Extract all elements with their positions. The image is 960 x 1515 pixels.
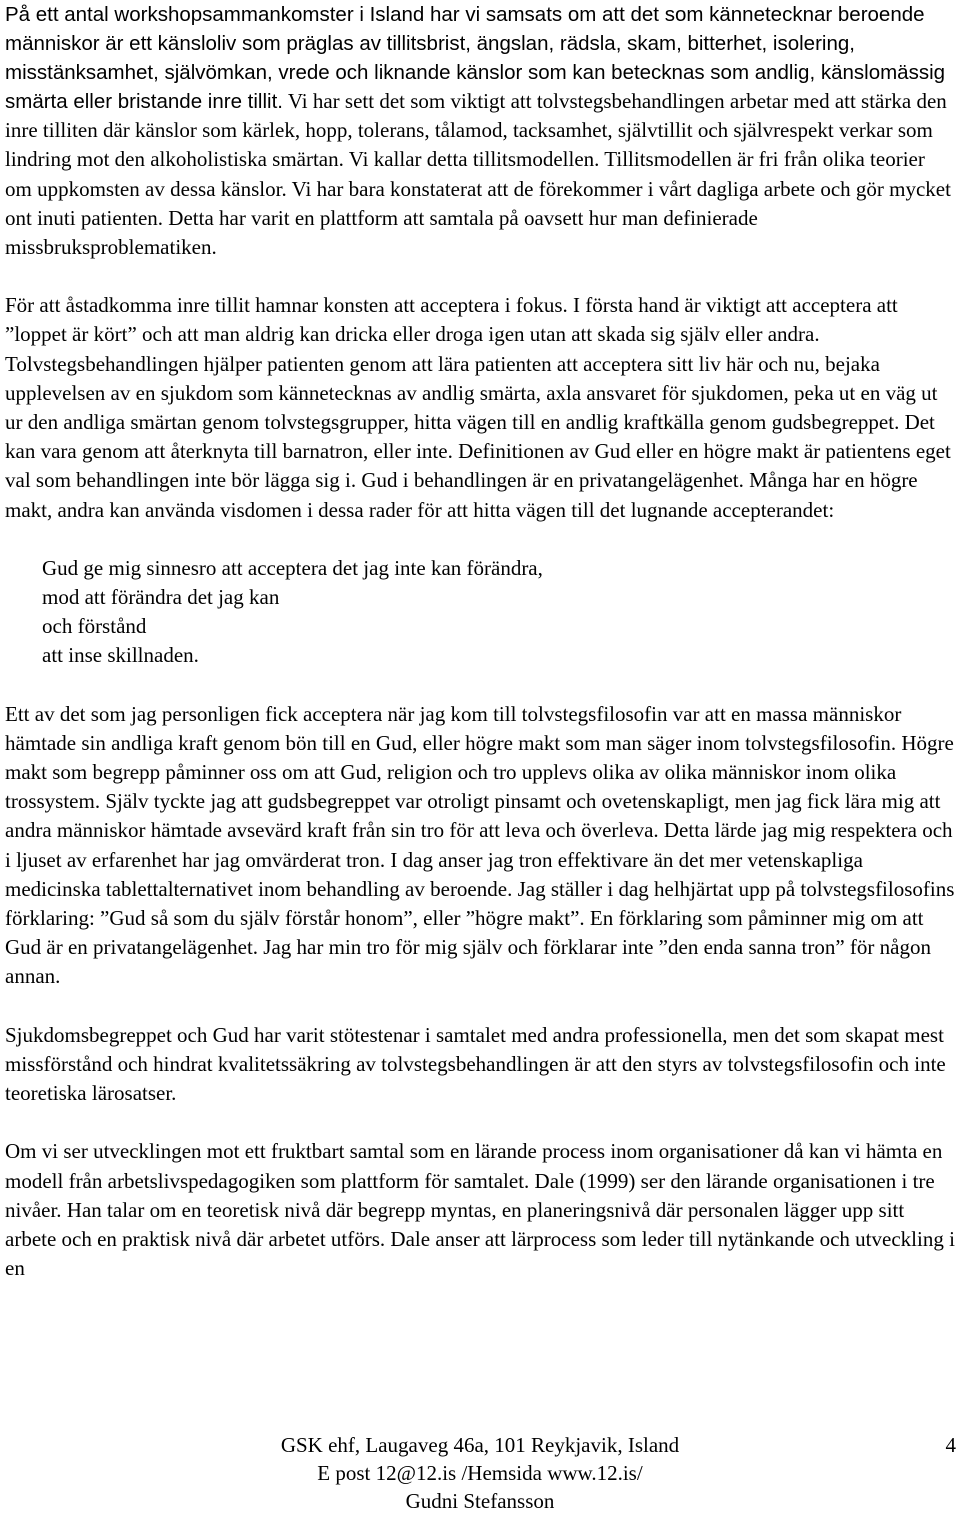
prayer-line: och förstånd bbox=[42, 614, 147, 639]
footer-author: Gudni Stefansson bbox=[405, 1489, 555, 1513]
prayer-block bbox=[5, 554, 955, 671]
paragraph-1-serif-text: Vi har sett det som viktigt att tolvstegsbehandlingen arbetar med att stärka den inre tilliten där känslor som kärlek, hopp, tolerans, tålamod, tacksamhet, självtillit och självrespekt verkar som lindring mot den alkoholistiska smärtan. Vi kallar detta tillitsmodellen. Tillitsmodellen är fri från olika teorier om uppkomsten av dessa känslor. Vi har bara konstaterat att de förekommer i vårt dagliga arbete och gör mycket ont inuti patienten. Detta har varit en plattform att samtala på oavsett hur man definierade missbruksproblematiken. bbox=[5, 89, 951, 260]
paragraph-2: För att åstadkomma inre tillit hamnar konsten att acceptera i fokus. I första hand är viktigt att acceptera att ”loppet är kört” och att man aldrig kan dricka eller droga igen utan att skada sig själv eller andra. Tolvstegsbehandlingen hjälper patienten genom att lära patienten att acceptera sitt liv här och nu, bejaka upplevelsen av en sjukdom som kännetecknas av andlig smärta, axla ansvaret för sjukdomen, peka ut en väg ut ur den andliga smärtan genom tolvstegsgrupper, hitta vägen till en andlig kraftkälla genom gudsbegreppet. Det kan vara genom att återknyta till barnatron, eller inte. Definitionen av Gud eller en högre makt är patientens eget val som behandlingen inte bör lägga sig i. Gud i behandlingen är en privatangelägenhet. Många har en högre makt, andra kan använda visdomen i dessa rader för att hitta vägen till det lugnande accepterandet: bbox=[5, 293, 951, 522]
page-footer bbox=[0, 1431, 960, 1515]
paragraph-3: Ett av det som jag personligen fick acceptera när jag kom till tolvstegsfilosofin var att en massa människor hämtade sin andliga kraft genom bön till en Gud, eller högre makt som man säger inom tolvstegsfilosofin. Högre makt som begrepp påminner oss om att Gud, religion och tro upplevs olika av olika människor inom olika trossystem. Själv tyckte jag att gudsbegreppet var otroligt pinsamt och ovetenskapligt, men jag fick lära mig att andra människor hämtade avsevärd kraft från sin tro för att leva och överleva. Detta lärde jag mig respektera och i ljuset av erfarenhet har jag omvärderat tron. I dag anser jag tron effektivare än det mer vetenskapliga medicinska tablettalternativet inom behandling av beroende. Jag ställer i dag helhjärtat upp på tolvstegsfilosofins förklaring: ”Gud så som du själv förstår honom”, eller ”högre makt”. En förklaring som påminner mig om att Gud är en privatangelägenhet. Jag har min tro för mig själv och förklarar inte ”den enda sanna tron” för någon annan. bbox=[5, 701, 955, 989]
document-page bbox=[5, 0, 955, 1283]
page-number: 4 bbox=[945, 1433, 956, 1457]
paragraph-1 bbox=[5, 0, 955, 262]
prayer-line: Gud ge mig sinnesro att acceptera det jag inte kan förändra, bbox=[42, 555, 543, 580]
footer-company-address: GSK ehf, Laugaveg 46a, 101 Reykjavik, Island bbox=[280, 1433, 680, 1457]
footer-contact: E post 12@12.is /Hemsida www.12.is/ bbox=[317, 1461, 643, 1485]
paragraph-4: Sjukdomsbegreppet och Gud har varit stötestenar i samtalet med andra professionella, men det som skapat mest missförstånd och hindrat kvalitetssäkring av tolvstegsbehandlingen är att den styrs av tolvstegsfilosofin och inte teoretiska lärosatser. bbox=[5, 1022, 946, 1106]
paragraph-5: Om vi ser utvecklingen mot ett fruktbart samtal som en lärande process inom organisationer då kan vi hämta en modell från arbetslivspedagogiken som plattform för samtalet. Dale (1999) ser den lärande organisationen i tre nivåer. Han talar om en teoretisk nivå där begrepp myntas, en planeringsnivå där personalen lägger upp sitt arbete och en praktisk nivå där arbetet utförs. Dale anser att lärprocess som leder till nytänkande och utveckling i en bbox=[5, 1139, 955, 1281]
paragraph-1-sans-text: På ett antal workshopsammankomster i Island har vi samsats om att det som kännetecknar beroende människor är ett känsloliv som präglas av tillitsbrist, ängslan, rädsla, skam, bitterhet, isolering, misstänksamhet, självömkan, vrede och liknande känslor som kan betecknas som andlig, känslomässig smärta eller bristande inre tillit. bbox=[5, 3, 946, 113]
prayer-line: att inse skillnaden. bbox=[42, 643, 199, 668]
prayer-line: mod att förändra det jag kan bbox=[42, 585, 280, 610]
